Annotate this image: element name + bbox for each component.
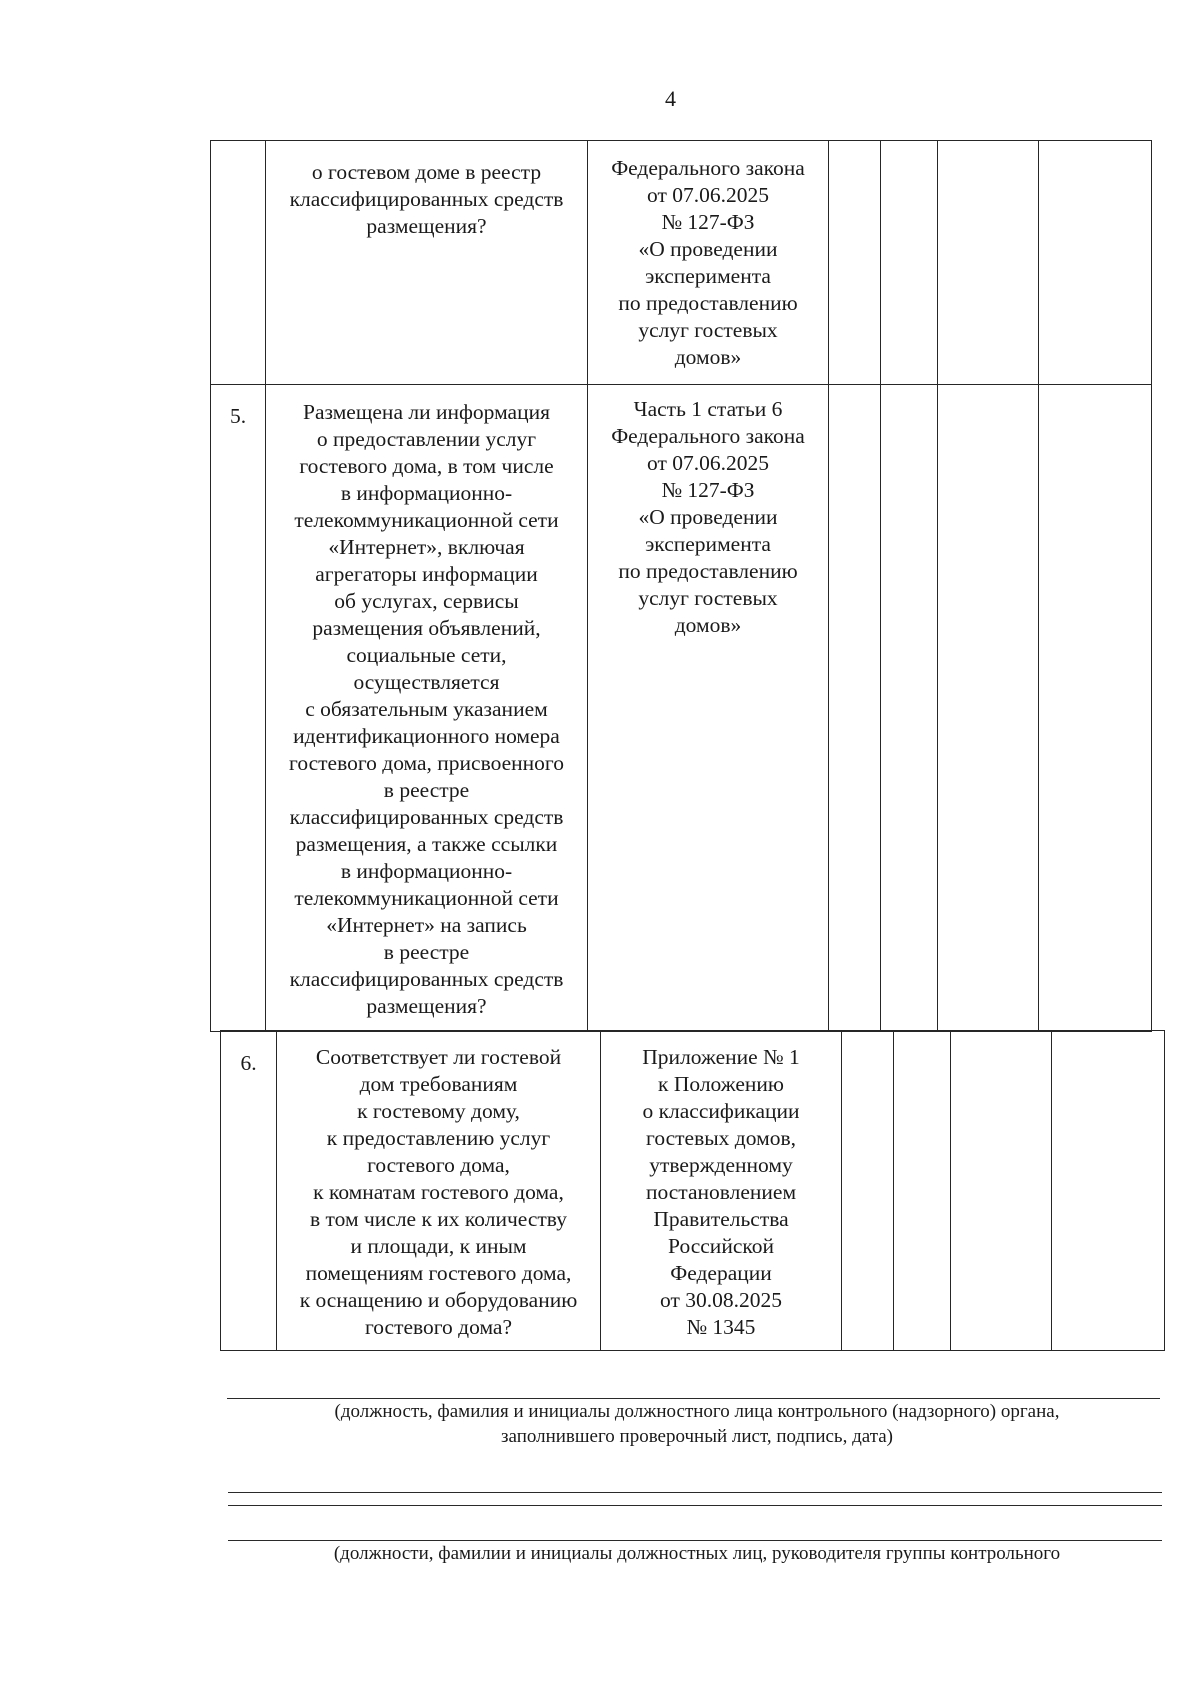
row-number-cell: 5. [211,385,266,1032]
answer-cell-no [881,141,938,385]
checklist-table-part-2 [220,1030,1165,1351]
question-cell: Размещена ли информация о предоставлении услуг гостевого дома, в том числе в информационно- телекоммуникационной сети «Интернет», включая агрегаторы информации об услугах, сервисы размещения объявлений, социальные сети, осуществляется с обязательным указанием идентификационного номера гостевого дома, присвоенного в реестре классифицированных средств размещения, а также ссылки в информационно- телекоммуникационной сети «Интернет» на запись в реестре классифицированных средств размещения? [266,385,588,1032]
requisites-cell: Федерального закона от 07.06.2025 № 127-ФЗ «О проведении эксперимента по предоставлению услуг гостевых домов» [588,141,829,385]
signature-caption: (должности, фамилии и инициалы должностных лиц, руководителя группы контрольного [333,1543,1061,1564]
requisites-cell: Приложение № 1 к Положению о классификации гостевых домов, утвержденному постановлением Правительства Российской Федерации от 30.08.2025 № 1345 [601,1031,842,1351]
answer-cell-yes [842,1031,894,1351]
answer-cell-not-applicable [938,385,1039,1032]
answer-cell-yes [829,141,881,385]
answer-cell-note [1052,1031,1165,1351]
table-row [211,141,1152,385]
checklist-table-part-1 [210,140,1152,1032]
answer-cell-no [881,385,938,1032]
requisites-cell: Часть 1 статьи 6 Федерального закона от 07.06.2025 № 127-ФЗ «О проведении эксперимента по предоставлению услуг гостевых домов» [588,385,829,1032]
answer-cell-note [1039,141,1152,385]
signature-line [228,1505,1162,1506]
question-cell: о гостевом доме в реестр классифицированных средств размещения? [266,141,588,385]
signature-line [228,1492,1162,1493]
answer-cell-not-applicable [951,1031,1052,1351]
question-cell: Соответствует ли гостевой дом требованиям к гостевому дому, к предоставлению услуг гостевого дома, к комнатам гостевого дома, в том числе к их количеству и площади, к иным помещениям гостевого дома, к оснащению и оборудованию гостевого дома? [277,1031,601,1351]
answer-cell-not-applicable [938,141,1039,385]
answer-cell-no [894,1031,951,1351]
row-number-cell [211,141,266,385]
table-row [221,1031,1165,1351]
answer-cell-note [1039,385,1152,1032]
page-number: 4 [665,86,676,111]
row-number-cell: 6. [221,1031,277,1351]
signature-caption: (должность, фамилия и инициалы должностного лица контрольного (надзорного) органа, заполнившего проверочный лист, подпись, дата) [334,1401,1060,1447]
answer-cell-yes [829,385,881,1032]
table-row [211,385,1152,1032]
